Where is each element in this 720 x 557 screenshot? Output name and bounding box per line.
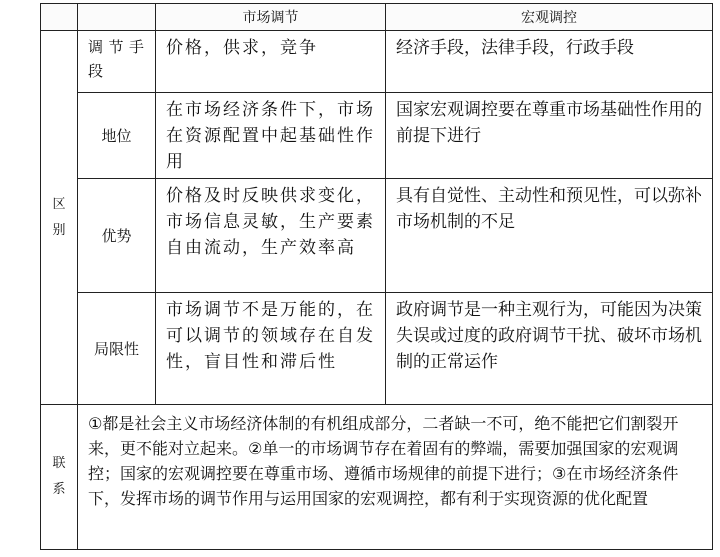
table-row [41,31,713,93]
group-label-char: 区 [52,196,66,212]
market-cell: 在市场经济条件下，市场在资源配置中起基础性作用 [156,93,386,179]
link-row [41,405,713,550]
group-label-char: 系 [52,482,66,497]
market-cell: 价格，供求，竞争 [156,31,386,93]
group-label-difference [41,31,78,405]
macro-cell: 具有自觉性、主动性和预见性，可以弥补市场机制的不足 [386,179,713,293]
corner-cell [41,4,78,31]
row-label: 调节手段 [78,31,156,93]
link-text: ①都是社会主义市场经济体制的有机组成部分，二者缺一不可，绝不能把它们割裂开来，更不能对立起来。②单一的市场调节存在着固有的弊端，需要加强国家的宏观调控；国家的宏观调控要在尊重市场、遵循市场规律的前提下进行；③在市场经济条件下，发挥市场的调节作用与运用国家的宏观调控，都有利于实现资源的优化配置 [78,405,713,550]
row-label: 地位 [78,93,156,179]
macro-cell: 国家宏观调控要在尊重市场基础性作用的前提下进行 [386,93,713,179]
corner-cell-2 [78,4,156,31]
macro-cell: 经济手段，法律手段，行政手段 [386,31,713,93]
market-cell: 市场调节不是万能的，在可以调节的领域存在自发性，盲目性和滞后性 [156,293,386,405]
table-row [41,93,713,179]
row-label: 优势 [78,179,156,293]
header-market: 市场调节 [156,4,386,31]
table-row [41,293,713,405]
comparison-table [40,3,713,550]
market-cell: 价格及时反映供求变化，市场信息灵敏，生产要素自由流动，生产效率高 [156,179,386,293]
header-row [41,4,713,31]
group-label-char: 别 [52,222,66,238]
table-row [41,179,713,293]
macro-cell: 政府调节是一种主观行为，可能因为决策失误或过度的政府调节干扰、破坏市场机制的正常运作 [386,293,713,405]
group-label-char: 联 [52,456,66,471]
row-label: 局限性 [78,293,156,405]
group-label-link [41,405,78,550]
header-macro: 宏观调控 [386,4,713,31]
